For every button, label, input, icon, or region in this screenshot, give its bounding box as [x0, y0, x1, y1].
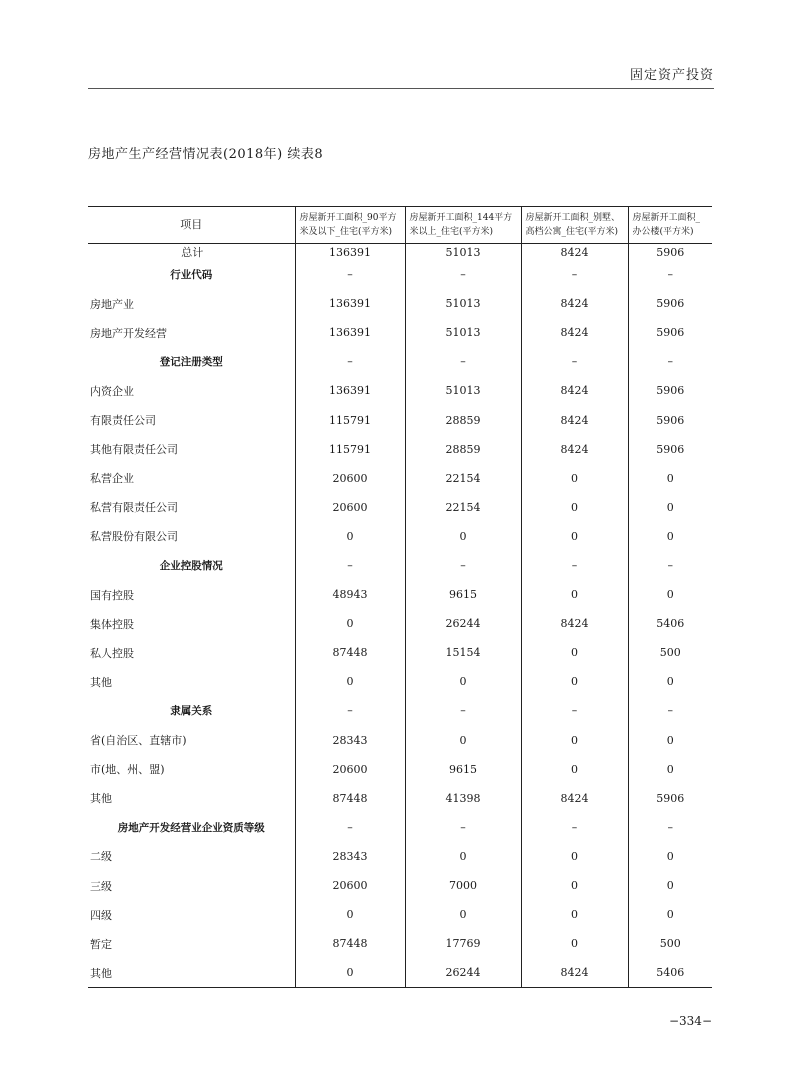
table-cell: 136391: [295, 289, 405, 318]
table-title: 房地产生产经营情况表(2018年) 续表8: [88, 147, 324, 162]
table-cell: 28859: [405, 435, 521, 464]
table-cell: –: [405, 260, 521, 289]
row-label: 房地产开发经营: [90, 326, 167, 340]
table-cell: 48943: [295, 580, 405, 609]
table-cell: 0: [628, 755, 712, 784]
table-row: [88, 609, 712, 638]
table-cell: 0: [628, 667, 712, 696]
table-cell: 26244: [405, 958, 521, 988]
row-label: 二级: [90, 850, 112, 864]
table-cell: 8424: [521, 318, 628, 347]
row-label: 房地产业: [90, 297, 134, 311]
table-cell: 5906: [628, 435, 712, 464]
table-cell: –: [295, 696, 405, 725]
row-label: 其他: [88, 958, 295, 988]
table-cell: 0: [521, 667, 628, 696]
table-cell: 500: [628, 638, 712, 667]
table-cell: –: [628, 813, 712, 842]
table-cell: 0: [405, 667, 521, 696]
table-cell: 26244: [405, 609, 521, 638]
table-row: [88, 260, 712, 289]
table-cell: 8424: [521, 405, 628, 434]
table-cell: 8424: [521, 958, 628, 988]
row-label: 其他: [90, 675, 112, 689]
row-label: 有限责任公司: [90, 414, 156, 428]
table-cell: 8424: [521, 609, 628, 638]
table-row: [88, 755, 712, 784]
table-cell: 22154: [405, 493, 521, 522]
table-cell: 0: [295, 522, 405, 551]
table-cell: 0: [405, 842, 521, 871]
table-cell: 0: [628, 464, 712, 493]
table-row: [88, 958, 712, 988]
row-label: 集体控股: [90, 617, 134, 631]
table-cell: 0: [521, 900, 628, 929]
table-cell: –: [628, 260, 712, 289]
table-cell: 5406: [628, 609, 712, 638]
table-cell: 0: [521, 842, 628, 871]
table-cell: 17769: [405, 929, 521, 958]
table-row: [88, 929, 712, 958]
table-cell: 41398: [405, 784, 521, 813]
table-cell: 0: [521, 755, 628, 784]
table-cell: 20600: [295, 464, 405, 493]
table-cell: 0: [405, 522, 521, 551]
table-cell: 28859: [405, 405, 521, 434]
row-label: 内资企业: [90, 384, 134, 398]
table-cell: –: [405, 347, 521, 376]
table-cell: 0: [405, 900, 521, 929]
table-row: [88, 289, 712, 318]
table-cell: 500: [628, 929, 712, 958]
table-cell: 0: [295, 667, 405, 696]
column-header: 房屋新开工面积_144平方米以上_住宅(平方米): [405, 207, 521, 244]
column-header: 项目: [88, 207, 295, 244]
table-cell: 9615: [405, 755, 521, 784]
table-cell: 8424: [521, 244, 628, 261]
row-label: 登记注册类型: [159, 356, 223, 369]
table-row: [88, 551, 712, 580]
column-header: 房屋新开工面积_90平方米及以下_住宅(平方米): [295, 207, 405, 244]
row-label: 行业代码: [170, 269, 213, 282]
table-cell: –: [405, 813, 521, 842]
row-label: 总计: [181, 246, 204, 259]
table-cell: 0: [295, 958, 405, 988]
row-label: 私营有限责任公司: [90, 501, 178, 515]
running-head: 固定资产投资: [629, 68, 714, 83]
table-row: [88, 405, 712, 434]
row-label: 市(地、州、盟): [90, 763, 165, 777]
table-row: [88, 318, 712, 347]
table-cell: 0: [628, 493, 712, 522]
table-cell: 0: [521, 638, 628, 667]
row-label: 三级: [90, 879, 112, 893]
table-cell: 136391: [295, 376, 405, 405]
table-cell: 51013: [405, 289, 521, 318]
table-cell: 8424: [521, 784, 628, 813]
table-cell: –: [295, 260, 405, 289]
table-cell: 5406: [628, 958, 712, 988]
table-cell: 5906: [628, 289, 712, 318]
table-cell: –: [405, 551, 521, 580]
table-cell: 51013: [405, 244, 521, 261]
table-cell: 20600: [295, 871, 405, 900]
table-row: [88, 347, 712, 376]
table-row: [88, 376, 712, 405]
table-cell: –: [405, 696, 521, 725]
table-cell: 0: [521, 464, 628, 493]
table-cell: 7000: [405, 871, 521, 900]
row-label: 省(自治区、直辖市): [90, 734, 187, 748]
table-cell: –: [521, 696, 628, 725]
table-cell: 0: [628, 726, 712, 755]
column-header: 房屋新开工面积_办公楼(平方米): [628, 207, 712, 244]
table-cell: 51013: [405, 376, 521, 405]
table-cell: 5906: [628, 244, 712, 261]
row-label: 四级: [90, 908, 112, 922]
table-cell: 0: [628, 522, 712, 551]
table-cell: 0: [521, 929, 628, 958]
table-cell: 0: [295, 900, 405, 929]
row-label: 房地产开发经营业企业资质等级: [117, 821, 265, 834]
table-row: [88, 464, 712, 493]
table-cell: 136391: [295, 318, 405, 347]
page-number: −334−: [668, 1014, 712, 1028]
table-row: [88, 244, 712, 261]
table-cell: 20600: [295, 493, 405, 522]
table-cell: 5906: [628, 376, 712, 405]
table-cell: 0: [628, 842, 712, 871]
row-label: 其他: [90, 792, 112, 806]
table-cell: 0: [521, 726, 628, 755]
table-cell: 0: [521, 871, 628, 900]
table-cell: 115791: [295, 405, 405, 434]
table-cell: –: [295, 551, 405, 580]
table-cell: 8424: [521, 435, 628, 464]
table-cell: 0: [628, 580, 712, 609]
row-label: 隶属关系: [170, 705, 213, 718]
row-label: 暂定: [90, 937, 112, 951]
table-cell: 0: [295, 609, 405, 638]
table-cell: 5906: [628, 784, 712, 813]
statistics-table: [88, 206, 712, 988]
table-row: [88, 871, 712, 900]
table-row: [88, 900, 712, 929]
table-row: [88, 493, 712, 522]
row-label: 私营股份有限公司: [90, 530, 178, 544]
row-label: 私人控股: [90, 646, 134, 660]
table-cell: 0: [521, 522, 628, 551]
table-row: [88, 813, 712, 842]
table-cell: –: [295, 347, 405, 376]
table-cell: –: [521, 813, 628, 842]
row-label: 国有控股: [90, 588, 134, 602]
table-cell: 87448: [295, 784, 405, 813]
table-row: [88, 580, 712, 609]
table-cell: 8424: [521, 289, 628, 318]
table-row: [88, 726, 712, 755]
table-row: [88, 638, 712, 667]
table-row: [88, 667, 712, 696]
table-cell: 0: [628, 871, 712, 900]
table-row: [88, 522, 712, 551]
table-cell: 28343: [295, 726, 405, 755]
table-cell: 0: [521, 580, 628, 609]
table-cell: 115791: [295, 435, 405, 464]
table-cell: 5906: [628, 318, 712, 347]
table-cell: 136391: [295, 244, 405, 261]
table-cell: –: [295, 813, 405, 842]
table-cell: –: [628, 347, 712, 376]
table-header-row: [88, 207, 712, 244]
table-cell: 0: [405, 726, 521, 755]
table-cell: 51013: [405, 318, 521, 347]
table-cell: –: [628, 696, 712, 725]
table-cell: 5906: [628, 405, 712, 434]
table-cell: –: [521, 347, 628, 376]
table-cell: –: [521, 260, 628, 289]
table-cell: 0: [521, 493, 628, 522]
table-cell: 15154: [405, 638, 521, 667]
header-rule: [88, 88, 714, 89]
table-cell: –: [628, 551, 712, 580]
table-cell: 20600: [295, 755, 405, 784]
table-cell: 28343: [295, 842, 405, 871]
table-row: [88, 696, 712, 725]
row-label: 企业控股情况: [159, 559, 223, 572]
row-label: 私营企业: [90, 472, 134, 486]
table-cell: –: [521, 551, 628, 580]
column-header: 房屋新开工面积_别墅、高档公寓_住宅(平方米): [521, 207, 628, 244]
table-cell: 87448: [295, 638, 405, 667]
table-cell: 9615: [405, 580, 521, 609]
table-row: [88, 842, 712, 871]
table-row: [88, 435, 712, 464]
table-body: [88, 244, 712, 988]
row-label: 其他有限责任公司: [90, 443, 178, 457]
table-row: [88, 784, 712, 813]
table-cell: 87448: [295, 929, 405, 958]
table-cell: 8424: [521, 376, 628, 405]
table-cell: 22154: [405, 464, 521, 493]
table-cell: 0: [628, 900, 712, 929]
